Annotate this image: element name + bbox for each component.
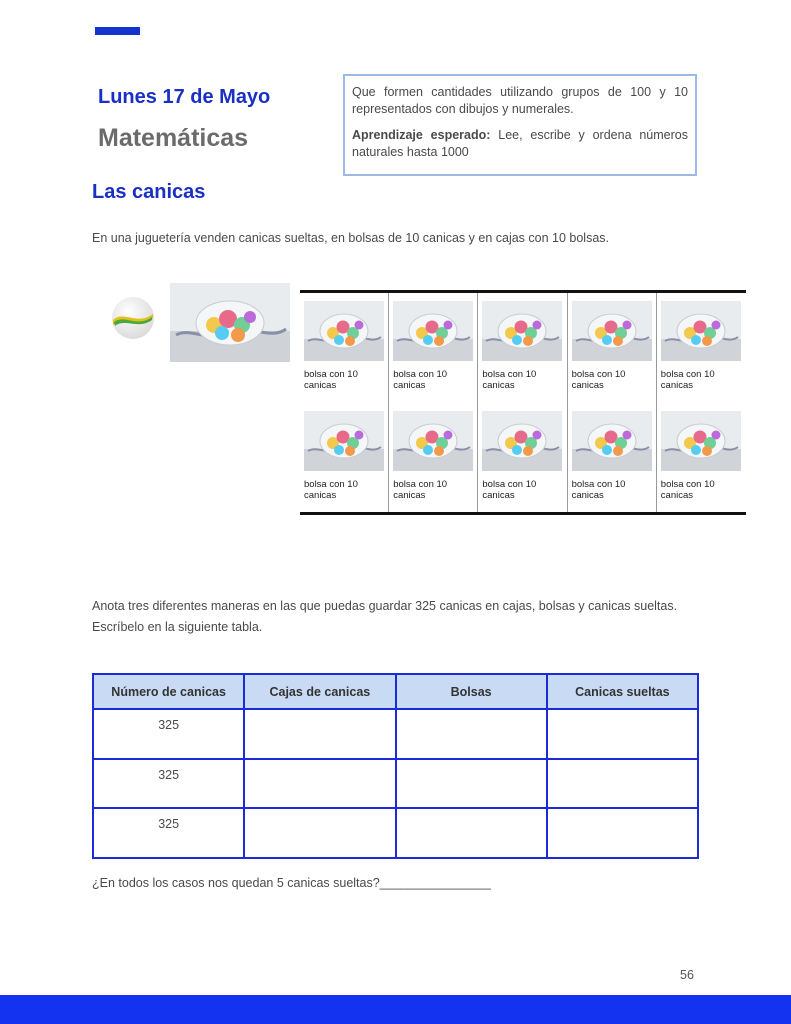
question-text: ¿En todos los casos nos quedan 5 canicas sueltas?________________ xyxy=(92,876,491,890)
bag-label: bolsa con 10 canicas xyxy=(393,478,448,501)
lesson-title: Las canicas xyxy=(92,181,206,203)
bags-grid xyxy=(300,290,746,515)
cell-numero: 325 xyxy=(93,808,244,858)
table-row xyxy=(93,759,698,809)
marble-bag-photo xyxy=(170,283,290,362)
cell-cajas[interactable] xyxy=(244,709,395,759)
bag-cell xyxy=(300,403,389,513)
header-numero: Número de canicas xyxy=(93,674,244,709)
top-accent-bar xyxy=(95,27,140,35)
header-cajas: Cajas de canicas xyxy=(244,674,395,709)
cell-cajas[interactable] xyxy=(244,808,395,858)
header-sueltas: Canicas sueltas xyxy=(547,674,698,709)
cell-cajas[interactable] xyxy=(244,759,395,809)
bag-cell xyxy=(300,293,389,403)
table-row xyxy=(93,709,698,759)
objective-text: Que formen cantidades utilizando grupos de 100 y 10 representados con dibujos y numerales. xyxy=(352,85,688,116)
answer-table xyxy=(92,673,699,859)
cell-bolsas[interactable] xyxy=(396,808,547,858)
marble-bag-image xyxy=(393,301,473,361)
cell-bolsas[interactable] xyxy=(396,709,547,759)
marble-bag-image xyxy=(572,301,652,361)
bag-label: bolsa con 10 canicas xyxy=(482,369,537,391)
bag-cell xyxy=(389,293,478,403)
marble-bag-image xyxy=(661,411,741,471)
table-header-row xyxy=(93,674,698,709)
bag-label: bolsa con 10 canicas xyxy=(660,478,715,501)
marble-bag-image xyxy=(304,411,384,471)
bag-label: bolsa con 10 canicas xyxy=(482,478,537,501)
marble-bag-image xyxy=(482,411,562,471)
cell-sueltas[interactable] xyxy=(547,709,698,759)
cell-sueltas[interactable] xyxy=(547,808,698,858)
table-row xyxy=(93,808,698,858)
bag-label: bolsa con 10 canicas xyxy=(571,369,626,391)
marble-bag-image xyxy=(572,411,652,471)
objective-box xyxy=(343,74,697,176)
bag-cell xyxy=(568,403,657,513)
bag-cell xyxy=(568,293,657,403)
header-bolsas: Bolsas xyxy=(396,674,547,709)
marble-bag-image xyxy=(304,301,384,361)
bottom-accent-bar xyxy=(0,995,791,1024)
marble-bag-image xyxy=(482,301,562,361)
marble-bag-image xyxy=(393,411,473,471)
bag-cell xyxy=(478,293,567,403)
learning-text: Lee, escribe y ordena números naturales hasta 1000 xyxy=(352,128,688,159)
learning-expected xyxy=(352,127,688,161)
subject-title: Matemáticas xyxy=(98,124,249,152)
cell-numero: 325 xyxy=(93,759,244,809)
marble-bag-image xyxy=(661,301,741,361)
intro-text: En una juguetería venden canicas sueltas, en bolsas de 10 canicas y en cajas con 10 bolsas. xyxy=(92,231,610,245)
instruction-text: Anota tres diferentes maneras en las que puedas guardar 325 canicas en cajas, bolsas y canicas sueltas. Escríbelo en la siguiente tabla. xyxy=(92,599,678,634)
bag-cell xyxy=(389,403,478,513)
learning-label: Aprendizaje esperado: xyxy=(352,128,491,142)
bag-label: bolsa con 10 canicas xyxy=(304,478,358,501)
bag-cell xyxy=(478,403,567,513)
bag-cell xyxy=(657,403,746,513)
bag-label: bolsa con 10 canicas xyxy=(304,369,358,391)
bag-label: bolsa con 10 canicas xyxy=(393,369,448,391)
marble-icon xyxy=(111,296,155,340)
cell-sueltas[interactable] xyxy=(547,759,698,809)
cell-numero: 325 xyxy=(93,709,244,759)
bag-label: bolsa con 10 canicas xyxy=(660,369,715,391)
cell-bolsas[interactable] xyxy=(396,759,547,809)
bag-label: bolsa con 10 canicas xyxy=(571,478,626,501)
bag-cell xyxy=(657,293,746,403)
page-number: 56 xyxy=(680,968,694,982)
lesson-date: Lunes 17 de Mayo xyxy=(98,86,271,108)
